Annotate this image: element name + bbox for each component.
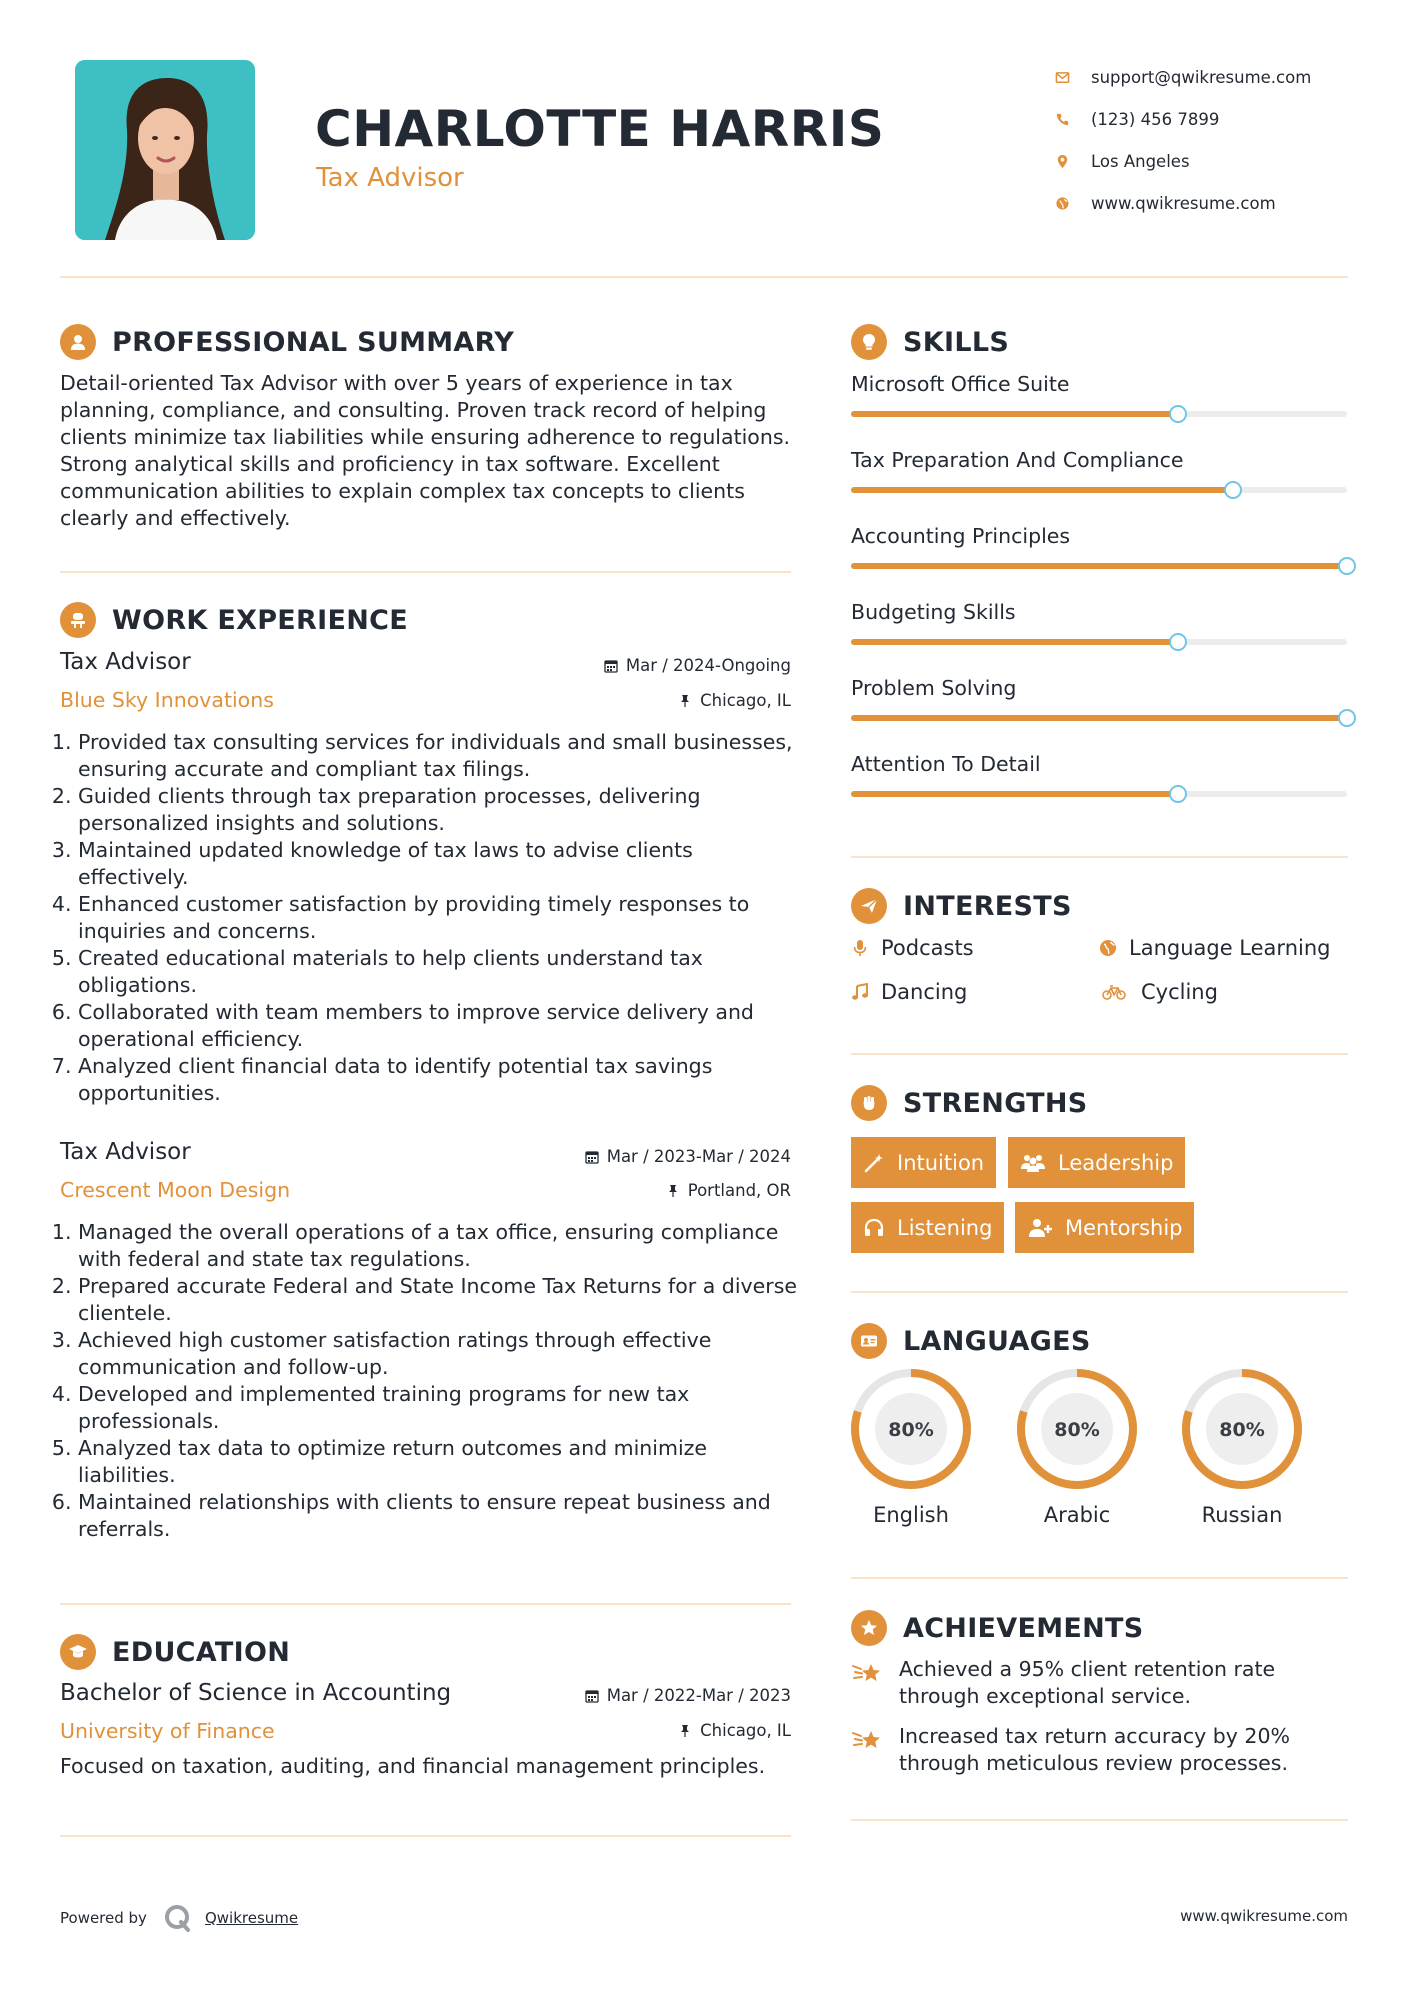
languages-heading-text: LANGUAGES: [903, 1325, 1091, 1357]
contact-website[interactable]: [1055, 182, 1355, 224]
achievements-heading-text: ACHIEVEMENTS: [903, 1612, 1144, 1644]
strength-label: Mentorship: [1065, 1215, 1183, 1240]
job-bullet: 2. Guided clients through tax preparation processes, delivering personalized insights and solutions.: [78, 783, 800, 837]
user-icon: [60, 324, 96, 360]
job-bullets: [60, 1219, 800, 1543]
job-dates: [604, 656, 791, 675]
interests-heading-text: INTERESTS: [903, 890, 1072, 922]
job-bullet: 7. Analyzed client financial data to identify potential tax savings opportunities.: [78, 1053, 800, 1107]
profile-photo: [75, 60, 255, 240]
id-card-icon: [851, 1323, 887, 1359]
skill-name: Budgeting Skills: [851, 600, 1016, 624]
pushpin-icon: [666, 1184, 680, 1198]
contact-email[interactable]: [1055, 56, 1355, 98]
skill-level-knob: [1338, 709, 1356, 727]
interest-item: [1099, 980, 1218, 1004]
job-company: Crescent Moon Design: [60, 1178, 291, 1202]
interest-label: Podcasts: [881, 936, 974, 960]
job-title: Tax Advisor: [60, 649, 191, 675]
experience-heading: [60, 602, 408, 638]
language-ring: [1180, 1367, 1304, 1491]
education-location-text: Chicago, IL: [700, 1721, 791, 1740]
job-title: Tax Advisor: [60, 1139, 191, 1165]
skill-level-fill: [851, 791, 1178, 797]
job-location-text: Portland, OR: [687, 1181, 791, 1200]
interest-label: Cycling: [1141, 980, 1218, 1004]
interest-item: [1099, 936, 1330, 960]
summary-divider: [60, 571, 791, 573]
star-badge-icon: [851, 1610, 887, 1646]
contact-website-text: www.qwikresume.com: [1091, 193, 1276, 213]
contact-phone-text: (123) 456 7899: [1091, 109, 1220, 129]
skill-item: [851, 448, 1347, 472]
achievements-divider: [851, 1819, 1348, 1821]
achievement-item: [851, 1656, 1351, 1710]
education-description: Focused on taxation, auditing, and financial management principles.: [60, 1754, 766, 1778]
strength-label: Leadership: [1058, 1150, 1174, 1175]
job-bullet: 3. Maintained updated knowledge of tax laws to advise clients effectively.: [78, 837, 800, 891]
lightbulb-icon: [851, 324, 887, 360]
pushpin-icon: [678, 694, 692, 708]
candidate-name: CHARLOTTE HARRIS: [315, 100, 885, 158]
pushpin-icon: [678, 1724, 692, 1738]
contact-location: [1055, 140, 1355, 182]
language-percent: 80%: [1219, 1419, 1265, 1441]
microphone-icon: [851, 939, 869, 957]
shooting-star-icon: [851, 1656, 885, 1710]
education-dates-text: Mar / 2022-Mar / 2023: [606, 1686, 791, 1705]
language-ring: [1015, 1367, 1139, 1491]
contact-list: [1055, 56, 1355, 224]
strength-badge: [1008, 1137, 1185, 1188]
languages-heading: [851, 1323, 1091, 1359]
calendar-icon: [585, 1150, 599, 1164]
language-item: [1180, 1367, 1304, 1527]
headphones-icon: [863, 1217, 885, 1239]
skill-level-fill: [851, 563, 1347, 569]
strength-label: Intuition: [897, 1150, 985, 1175]
skill-item: [851, 524, 1347, 548]
experience-divider: [60, 1603, 791, 1605]
achievement-item: [851, 1723, 1351, 1777]
skill-item: [851, 372, 1347, 396]
skill-item: [851, 600, 1347, 624]
footer-powered-by: [60, 1903, 298, 1933]
job-bullet: 6. Collaborated with team members to improve service delivery and operational efficiency.: [78, 999, 800, 1053]
language-ring: [849, 1367, 973, 1491]
skills-divider: [851, 856, 1348, 858]
skill-name: Tax Preparation And Compliance: [851, 448, 1184, 472]
strength-badge: [851, 1202, 1004, 1253]
map-pin-icon: [1055, 154, 1091, 169]
skill-level-fill: [851, 639, 1178, 645]
calendar-icon: [585, 1689, 599, 1703]
phone-icon: [1055, 112, 1091, 127]
skill-name: Microsoft Office Suite: [851, 372, 1070, 396]
language-name: English: [873, 1503, 949, 1527]
strengths-heading-text: STRENGTHS: [903, 1087, 1088, 1119]
language-item: [1015, 1367, 1139, 1527]
interests-divider: [851, 1053, 1348, 1055]
school-name: University of Finance: [60, 1719, 275, 1743]
achievement-text: Increased tax return accuracy by 20% through meticulous review processes.: [899, 1724, 1290, 1775]
job-dates-text: Mar / 2024-Ongoing: [625, 656, 791, 675]
contact-email-text: support@qwikresume.com: [1091, 67, 1312, 87]
skill-name: Accounting Principles: [851, 524, 1071, 548]
job-company: Blue Sky Innovations: [60, 688, 274, 712]
contact-location-text: Los Angeles: [1091, 151, 1190, 171]
summary-text: Detail-oriented Tax Advisor with over 5 years of experience in tax planning, compliance, and consulting. Proven track record of helping clients minimize tax liabilities while ensuring adherence to regulations. Strong analytical skills and proficiency in tax software. Excellent communication abilities to explain complex tax concepts to clients clearly and effectively.: [60, 371, 791, 530]
strength-label: Listening: [897, 1215, 993, 1240]
degree-title: Bachelor of Science in Accounting: [60, 1680, 452, 1706]
magic-wand-icon: [863, 1152, 885, 1174]
skill-item: [851, 752, 1347, 776]
interests-heading: [851, 888, 1072, 924]
job-bullet: 3. Achieved high customer satisfaction ratings through effective communication and follow-up.: [78, 1327, 800, 1381]
skills-heading: [851, 324, 1009, 360]
achievements-heading: [851, 1610, 1144, 1646]
summary-heading: [60, 324, 514, 360]
header-divider: [60, 276, 1348, 278]
skill-level-fill: [851, 487, 1233, 493]
language-name: Arabic: [1043, 1503, 1111, 1527]
briefcase-icon: [60, 602, 96, 638]
strengths-divider: [851, 1291, 1348, 1293]
job-location: [666, 1181, 791, 1200]
language-percent: 80%: [1054, 1419, 1100, 1441]
skill-level-knob: [1224, 481, 1242, 499]
job-dates: [585, 1147, 791, 1166]
globe-icon: [1099, 939, 1117, 957]
job-bullet: 4. Enhanced customer satisfaction by providing timely responses to inquiries and concerns.: [78, 891, 800, 945]
summary-heading-text: PROFESSIONAL SUMMARY: [112, 326, 515, 358]
job-bullet: 5. Created educational materials to help clients understand tax obligations.: [78, 945, 800, 999]
interest-item: [851, 980, 967, 1004]
qwikresume-link[interactable]: Qwikresume: [204, 1909, 299, 1927]
interest-label: Language Learning: [1129, 936, 1331, 960]
contact-phone[interactable]: [1055, 98, 1355, 140]
job-bullet: 1. Provided tax consulting services for individuals and small businesses, ensuring accurate and compliant tax filings.: [78, 729, 800, 783]
skill-level-knob: [1169, 633, 1187, 651]
job-location: [678, 691, 791, 710]
globe-icon: [1055, 196, 1091, 211]
fist-icon: [851, 1085, 887, 1121]
skill-level-fill: [851, 411, 1178, 417]
education-heading: [60, 1634, 290, 1670]
user-plus-icon: [1027, 1217, 1053, 1239]
job-dates-text: Mar / 2023-Mar / 2024: [606, 1147, 791, 1166]
paper-plane-icon: [851, 888, 887, 924]
job-bullet: 1. Managed the overall operations of a tax office, ensuring compliance with federal and state tax regulations.: [78, 1219, 800, 1273]
skill-level-knob: [1169, 785, 1187, 803]
music-note-icon: [851, 983, 869, 1001]
experience-heading-text: WORK EXPERIENCE: [112, 604, 408, 636]
candidate-title: Tax Advisor: [316, 163, 464, 193]
achievement-text: Achieved a 95% client retention rate through exceptional service.: [899, 1657, 1276, 1708]
calendar-icon: [604, 659, 618, 673]
education-heading-text: EDUCATION: [112, 1636, 291, 1668]
powered-by-text: Powered by: [60, 1909, 147, 1927]
languages-divider: [851, 1577, 1348, 1579]
job-bullet: 6. Maintained relationships with clients to ensure repeat business and referrals.: [78, 1489, 800, 1543]
job-bullet: 2. Prepared accurate Federal and State Income Tax Returns for a diverse clientele.: [78, 1273, 800, 1327]
strength-badge: [1015, 1202, 1194, 1253]
skill-item: [851, 676, 1347, 700]
skill-level-knob: [1338, 557, 1356, 575]
language-percent: 80%: [888, 1419, 934, 1441]
users-icon: [1020, 1152, 1046, 1174]
education-dates: [585, 1686, 791, 1705]
strength-badge: [851, 1137, 996, 1188]
skill-name: Attention To Detail: [851, 752, 1041, 776]
envelope-icon: [1055, 70, 1091, 85]
footer-url[interactable]: www.qwikresume.com: [1180, 1907, 1348, 1925]
skill-name: Problem Solving: [851, 676, 1017, 700]
interest-item: [851, 936, 974, 960]
language-item: [849, 1367, 973, 1527]
education-location: [678, 1721, 791, 1740]
skills-heading-text: SKILLS: [903, 326, 1010, 358]
job-location-text: Chicago, IL: [700, 691, 791, 710]
education-divider: [60, 1835, 791, 1837]
bicycle-icon: [1099, 983, 1129, 1001]
job-bullet: 4. Developed and implemented training programs for new tax professionals.: [78, 1381, 800, 1435]
qwikresume-logo-icon: [163, 1903, 193, 1933]
shooting-star-icon: [851, 1723, 885, 1777]
skill-level-knob: [1169, 405, 1187, 423]
language-name: Russian: [1201, 1503, 1283, 1527]
job-bullet: 5. Analyzed tax data to optimize return outcomes and minimize liabilities.: [78, 1435, 800, 1489]
interest-label: Dancing: [881, 980, 968, 1004]
skill-level-fill: [851, 715, 1347, 721]
graduation-cap-icon: [60, 1634, 96, 1670]
strengths-heading: [851, 1085, 1088, 1121]
job-bullets: [60, 729, 800, 1107]
